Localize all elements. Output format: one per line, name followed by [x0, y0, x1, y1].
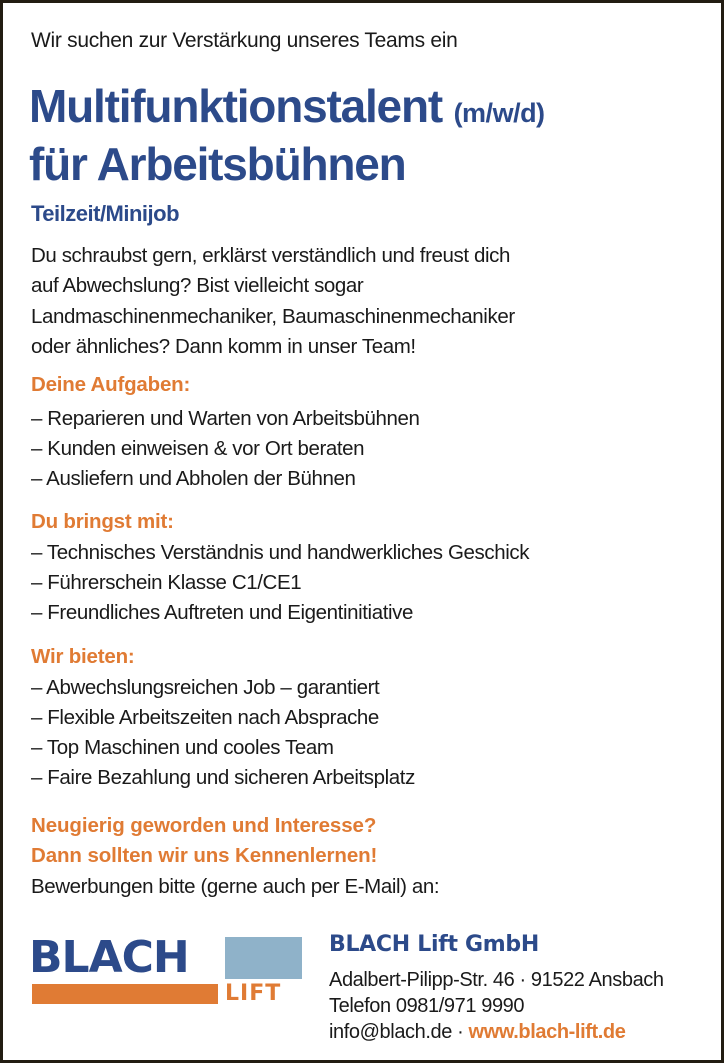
apply-text: Bewerbungen bitte (gerne auch per E-Mail) an: — [31, 875, 440, 898]
description-line: Du schraubst gern, erklärst verständlich und freust dich — [31, 244, 510, 267]
logo-orange-bar — [32, 984, 218, 1004]
description-line: oder ähnliches? Dann komm in unser Team! — [31, 335, 416, 358]
gender-note: (m/w/d) — [453, 98, 545, 128]
intro-text: Wir suchen zur Verstärkung unseres Teams ein — [31, 29, 458, 52]
separator: · — [451, 1021, 469, 1043]
cta-line-1: Neugierig geworden und Interesse? — [31, 814, 377, 837]
logo-lift-text: LIFT — [225, 981, 282, 1006]
company-address: Adalbert-Pilipp-Str. 46 · 91522 Ansbach — [329, 969, 664, 991]
website-link[interactable]: www.blach-lift.de — [468, 1021, 626, 1043]
description-line: auf Abwechslung? Bist vielleicht sogar — [31, 274, 364, 297]
logo-blue-block — [225, 937, 302, 979]
list-item: – Flexible Arbeitszeiten nach Absprache — [31, 706, 379, 729]
job-title-line2: für Arbeitsbühnen — [29, 138, 406, 190]
section-heading-tasks: Deine Aufgaben: — [31, 373, 191, 396]
list-item: – Führerschein Klasse C1/CE1 — [31, 571, 302, 594]
list-item: – Ausliefern und Abholen der Bühnen — [31, 467, 356, 490]
contact-line — [329, 1021, 625, 1044]
job-title-line1 — [29, 79, 545, 140]
email-link[interactable]: info@blach.de — [329, 1021, 452, 1043]
logo-blach-text: BLACH — [29, 932, 189, 983]
employment-type: Teilzeit/Minijob — [31, 201, 180, 226]
company-name: BLACH Lift GmbH — [329, 932, 539, 957]
job-title-text: Multifunktionstalent — [29, 80, 442, 132]
list-item: – Top Maschinen und cooles Team — [31, 736, 334, 759]
list-item: – Abwechslungsreichen Job – garantiert — [31, 676, 380, 699]
list-item: – Technisches Verständnis und handwerkliches Geschick — [31, 541, 530, 564]
section-heading-offer: Wir bieten: — [31, 645, 135, 668]
list-item: – Reparieren und Warten von Arbeitsbühnen — [31, 407, 420, 430]
list-item: – Faire Bezahlung und sicheren Arbeitsplatz — [31, 766, 415, 789]
list-item: – Kunden einweisen & vor Ort beraten — [31, 437, 365, 460]
description-line: Landmaschinenmechaniker, Baumaschinenmechaniker — [31, 305, 515, 328]
section-heading-requirements: Du bringst mit: — [31, 510, 174, 533]
list-item: – Freundliches Auftreten und Eigentinitiative — [31, 601, 414, 624]
company-phone: Telefon 0981/971 9990 — [329, 995, 525, 1017]
cta-line-2: Dann sollten wir uns Kennenlernen! — [31, 844, 378, 867]
